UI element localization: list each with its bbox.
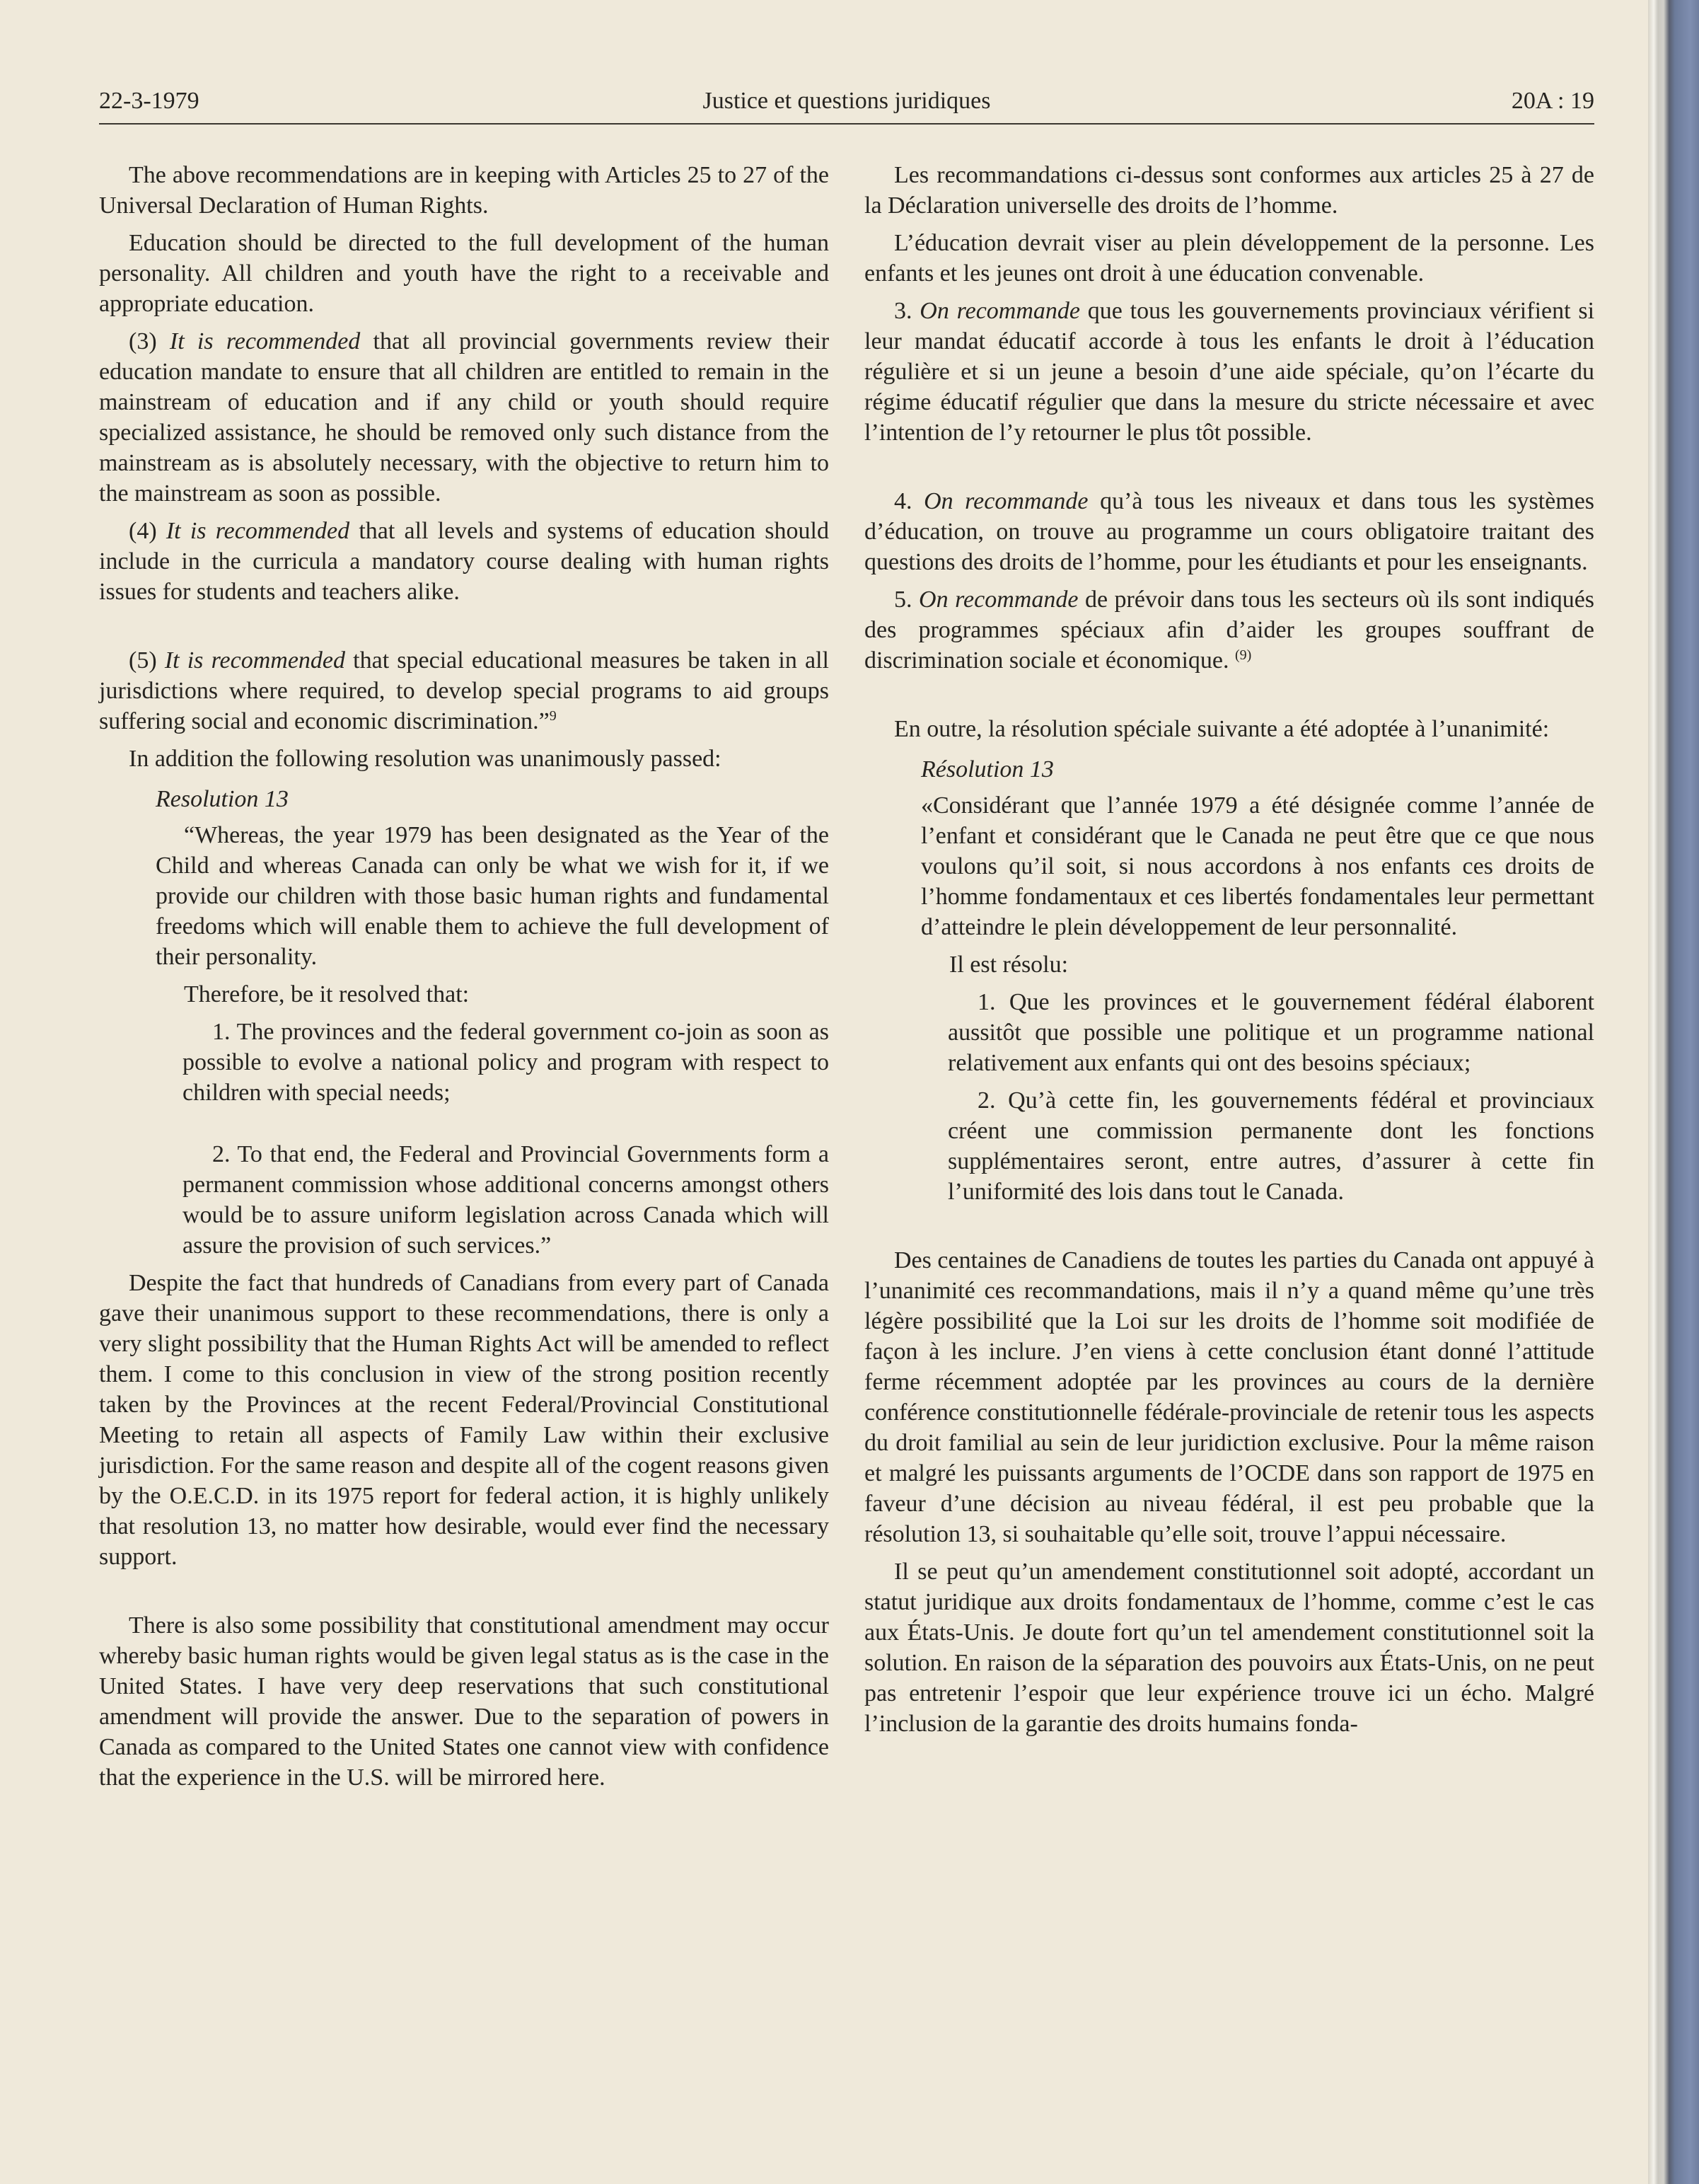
en-resolution-items: [99, 1017, 829, 1261]
en-paragraph-2: Education should be directed to the full development of the human personality. All children and youth have the right to a receivable and appropriate education.: [99, 230, 829, 317]
running-header: [99, 83, 1594, 125]
fr-rec3-italic: On recommande: [920, 298, 1080, 324]
fr-recommendation-4: [864, 486, 1594, 577]
fr-recommendation-5: [864, 584, 1594, 676]
french-column: [864, 160, 1594, 1739]
en-rec4-text: that all levels and systems of education should include in the curricula a mandatory course dealing with human rights issues for students and teachers alike.: [99, 518, 829, 605]
fr-paragraph-addition: En outre, la résolution spéciale suivante a été adoptée à l’unanimité:: [894, 716, 1550, 742]
en-rec3-number: (3): [129, 328, 157, 354]
en-resolution-quote: [99, 820, 829, 1010]
fr-rec5-text: de prévoir dans tous les secteurs où ils sont indiqués des programmes spéciaux afin d’aider les groupes souffrant de discrimination sociale et économique.: [864, 587, 1595, 674]
fr-whereas-clause: «Considérant que l’année 1979 a été désignée comme l’année de l’enfant et considérant que le Canada ne peut être que ce que nous voulons qu’il soit, si nous accordons à nos enfants ces droits de l’homme fondamentaux et ces libertés fondamentales leur permettant d’atteindre le plein développement de leur personnalité.: [921, 792, 1594, 940]
en-resolution-item-2: 2. To that end, the Federal and Provincial Governments form a permanent commission whose additional concerns amongst others would be to assure uniform legislation across Canada which will assure the provision of such services.”: [182, 1141, 829, 1259]
fr-resolution-title: Résolution 13: [921, 756, 1054, 782]
fr-recommendation-3: [864, 296, 1594, 448]
en-footnote-ref: 9: [549, 708, 557, 724]
en-resolution-item-1: 1. The provinces and the federal government co-join as soon as possible to evolve a national policy and program with respect to children with special needs;: [182, 1019, 829, 1106]
en-rec5-number: (5): [129, 647, 157, 674]
header-date: 22-3-1979: [99, 88, 199, 114]
fr-resolution-item-1: 1. Que les provinces et le gouvernement fédéral élaborent aussitôt que possible une politique et un programme national relativement aux enfants qui ont des besoins spéciaux;: [948, 989, 1594, 1076]
en-recommendation-4: [99, 516, 829, 607]
header-title: Justice et questions juridiques: [702, 88, 991, 114]
english-column: [99, 160, 829, 1793]
en-rec3-text: that all provincial governments review their education mandate to ensure that all children are entitled to remain in the mainstream of education and if any child or youth should require specialized assistance, he should be removed only such distance from the mainstream as is absolutely necessary, with the objective to return him to the mainstream as soon as possible.: [99, 328, 830, 507]
fr-resolution-quote: [864, 790, 1594, 980]
en-recommendation-3: [99, 326, 829, 509]
fr-rec3-text: que tous les gouvernements provinciaux vérifient si leur mandat éducatif accorde à tous les enfants le droit à l’éducation régulière et si un jeune a besoin d’une aide spéciale, qu’on l’écarte du régime éducatif régulier que dans la mesure du stricte nécessaire et avec l’intention de l’y retourner le plus tôt possible.: [864, 298, 1595, 446]
fr-footnote-ref: (9): [1235, 647, 1252, 663]
en-rec5-text: that special educational measures be taken in all jurisdictions where required, to develop special programs to aid groups suffering social and economic discrimination.”: [99, 647, 829, 734]
fr-paragraph-despite: Des centaines de Canadiens de toutes les parties du Canada ont appuyé à l’unanimité ces recommandations, mais il n’y a quand même qu’une très légère possibilité que la Loi sur les droits de l’homme soit modifiée de façon à les inclure. J’en viens à cette conclusion étant donné l’attitude ferme récemment adoptée par les provinces au cours de la dernière conférence constitutionnelle fédérale-provinciale de retenir tous les aspects du droit familial au sein de leur juridiction exclusive. Pour la même raison et malgré les puissants arguments de l’OCDE dans son rapport de 1975 en faveur d’une décision au niveau fédéral, il est peu probable que la résolution 13, si souhaitable qu’elle soit, trouve l’appui nécessaire.: [864, 1247, 1594, 1547]
fr-rec5-number: 5.: [894, 587, 912, 613]
fr-paragraph-2: L’éducation devrait viser au plein développement de la personne. Les enfants et les jeunes ont droit à une éducation convenable.: [864, 230, 1594, 287]
en-rec4-number: (4): [129, 518, 157, 544]
en-paragraph-constitutional: There is also some possibility that constitutional amendment may occur whereby basic human rights would be given legal status as is the case in the United States. I have very deep reservations that such constitutional amendment will provide the answer. Due to the separation of powers in Canada as compared to the United States one cannot view with confidence that the experience in the U.S. will be mirrored here.: [99, 1612, 829, 1791]
en-whereas-clause: “Whereas, the year 1979 has been designated as the Year of the Child and whereas Canada can only be what we wish for it, if we provide our children with those basic human rights and fundamental freedoms which will enable them to achieve the full development of their personality.: [156, 822, 829, 970]
fr-rec4-number: 4.: [894, 488, 912, 514]
en-resolution-title: Resolution 13: [156, 786, 289, 812]
en-paragraph-1: The above recommendations are in keeping with Articles 25 to 27 of the Universal Declaration of Human Rights.: [99, 162, 829, 219]
fr-resolution-items: [864, 987, 1594, 1207]
en-rec5-italic: It is recommended: [164, 647, 346, 674]
en-rec3-italic: It is recommended: [169, 328, 361, 354]
page-binding-edge: [1648, 0, 1699, 2184]
fr-paragraph-constitutional: Il se peut qu’un amendement constitutionnel soit adopté, accordant un statut juridique aux droits fondamentaux de l’homme, comme c’est le cas aux États-Unis. Je doute fort qu’un tel amendement constitutionnel soit la solution. En raison de la séparation des pouvoirs aux États-Unis, on ne peut pas entretenir l’espoir que leur expérience trouve ici un écho. Malgré l’inclusion de la garantie des droits humains fonda-: [864, 1559, 1594, 1737]
en-recommendation-5: [99, 645, 829, 736]
fr-rec4-text: qu’à tous les niveaux et dans tous les systèmes d’éducation, on trouve au programme un cours obligatoire traitant des questions des droits de l’homme, pour les étudiants et pour les enseignants.: [864, 488, 1595, 575]
fr-resolved-line: Il est résolu:: [949, 952, 1069, 978]
fr-resolution-item-2: 2. Qu’à cette fin, les gouvernements fédéral et provinciaux créent une commission permanente dont les fonctions supplémentaires seront, entre autres, d’assurer à cette fin l’uniformité des lois dans tout le Canada.: [948, 1087, 1594, 1205]
header-page-number: 20A : 19: [1511, 88, 1594, 114]
fr-rec5-italic: On recommande: [919, 587, 1079, 613]
fr-rec4-italic: On recommande: [924, 488, 1089, 514]
en-paragraph-despite: Despite the fact that hundreds of Canadians from every part of Canada gave their unanimous support to these recommendations, there is only a very slight possibility that the Human Rights Act will be amended to reflect them. I come to this conclusion in view of the strong position recently taken by the Provinces at the recent Federal/Provincial Constitutional Meeting to retain all aspects of Family Law within their exclusive jurisdiction. For the same reason and despite all of the cogent reasons given by the O.E.C.D. in its 1975 report for federal action, it is highly unlikely that resolution 13, no matter how desirable, would ever find the necessary support.: [99, 1270, 829, 1570]
fr-paragraph-1: Les recommandations ci-dessus sont conformes aux articles 25 à 27 de la Déclaration universelle des droits de l’homme.: [864, 162, 1594, 219]
en-paragraph-addition: In addition the following resolution was unanimously passed:: [129, 746, 721, 772]
en-resolved-line: Therefore, be it resolved that:: [184, 981, 470, 1007]
en-rec4-italic: It is recommended: [166, 518, 350, 544]
fr-rec3-number: 3.: [894, 298, 912, 324]
